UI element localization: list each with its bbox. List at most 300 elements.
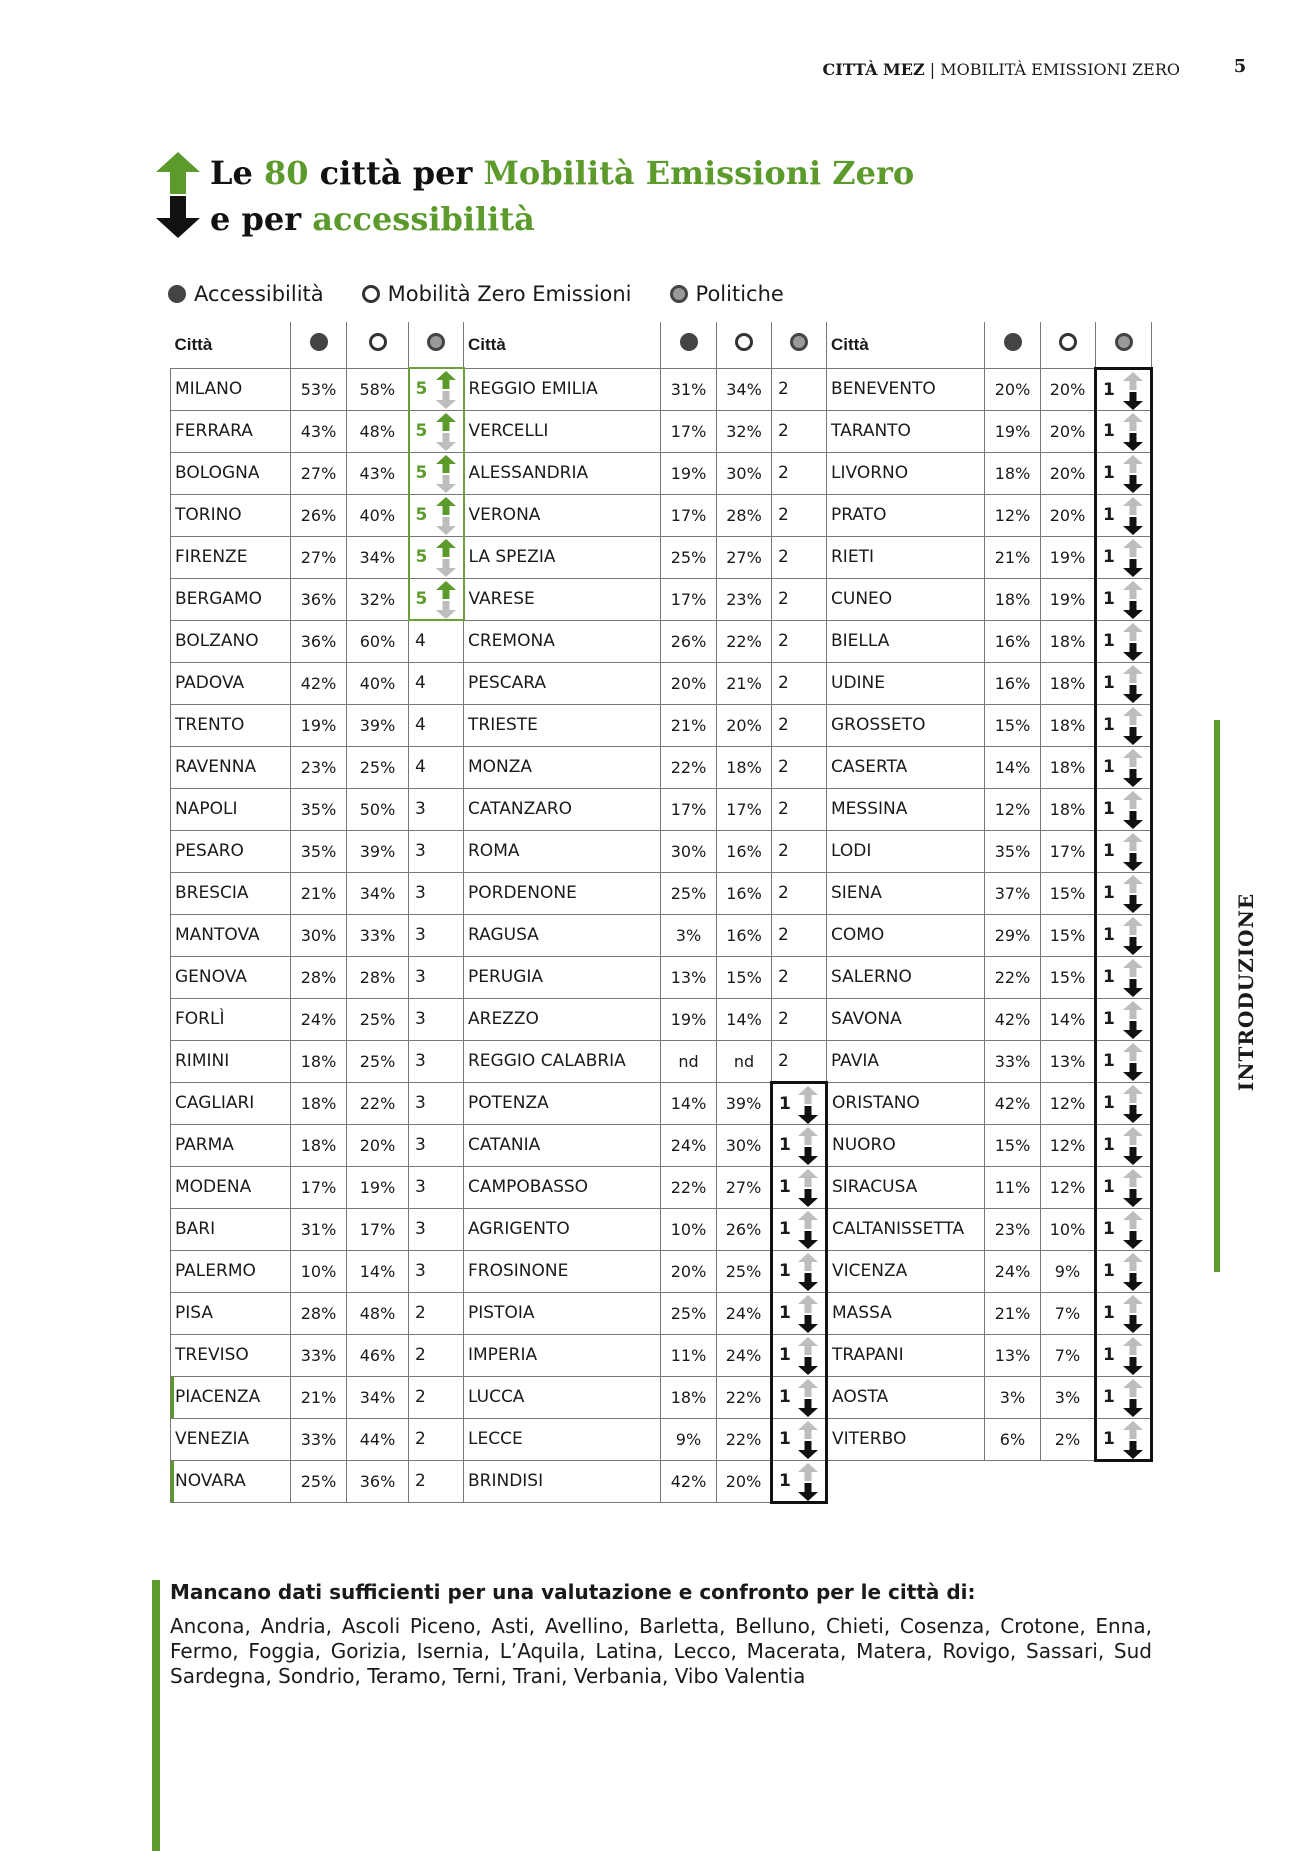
city-name: TRIESTE	[464, 704, 661, 746]
accessibility-value: 18%	[291, 1082, 347, 1124]
policies-score	[772, 536, 827, 578]
mobility-value: 18%	[1041, 704, 1096, 746]
mobility-value: 2%	[1041, 1418, 1096, 1460]
mobility-value: 24%	[717, 1292, 772, 1334]
mobility-value: 3%	[1041, 1376, 1096, 1418]
table-row	[171, 662, 1152, 704]
city-name: PIACENZA	[171, 1376, 291, 1418]
down-arrow-icon	[1122, 917, 1144, 955]
score-value: 3	[415, 1177, 426, 1197]
mobility-value: 15%	[1041, 914, 1096, 956]
city-name: BIELLA	[827, 620, 985, 662]
accessibility-value: 16%	[985, 662, 1041, 704]
mobility-value: 58%	[347, 368, 409, 410]
mobility-value: nd	[717, 1040, 772, 1082]
bottom-score-value: 1	[1103, 1177, 1115, 1197]
city-name: RIMINI	[171, 1040, 291, 1082]
city-name: PADOVA	[171, 662, 291, 704]
city-name: VITERBO	[827, 1418, 985, 1460]
header-section: CITTÀ MEZ	[822, 60, 925, 79]
table-row	[171, 1334, 1152, 1376]
policies-score	[1096, 536, 1152, 578]
page-title: Le 80 città per Mobilità Emissioni Zero e per accessibilità	[210, 154, 915, 238]
gray-dot-icon	[427, 333, 445, 351]
accessibility-value: 31%	[661, 368, 717, 410]
mobility-value: 43%	[347, 452, 409, 494]
city-name: NOVARA	[171, 1460, 291, 1502]
city-name: NAPOLI	[171, 788, 291, 830]
policies-score	[1096, 746, 1152, 788]
accessibility-value: 33%	[291, 1418, 347, 1460]
down-arrow-icon	[1122, 707, 1144, 745]
accessibility-value: 19%	[291, 704, 347, 746]
city-name: REGGIO EMILIA	[464, 368, 661, 410]
score-value: 3	[415, 1093, 426, 1113]
bottom-score-value: 1	[1103, 841, 1115, 861]
mobility-value: 17%	[1041, 830, 1096, 872]
table-row	[171, 1418, 1152, 1460]
mobility-value: 18%	[1041, 620, 1096, 662]
mobility-value: 25%	[347, 998, 409, 1040]
accessibility-value: 16%	[985, 620, 1041, 662]
policies-score	[772, 410, 827, 452]
bottom-score-value: 1	[1103, 1219, 1115, 1239]
mobility-value: 36%	[347, 1460, 409, 1502]
table-row	[171, 620, 1152, 662]
up-arrow-icon	[435, 413, 457, 451]
score-value: 2	[778, 1050, 789, 1071]
city-name: IMPERIA	[464, 1334, 661, 1376]
policies-header	[1096, 322, 1152, 368]
policies-score	[409, 1124, 464, 1166]
city-name: PALERMO	[171, 1250, 291, 1292]
mobility-header	[717, 322, 772, 368]
city-header: Città	[464, 322, 661, 368]
policies-score	[1096, 494, 1152, 536]
mobility-value: 19%	[1041, 536, 1096, 578]
top-score-value: 5	[415, 463, 428, 483]
city-name: BOLZANO	[171, 620, 291, 662]
city-name: GENOVA	[171, 956, 291, 998]
mobility-value: 12%	[1041, 1082, 1096, 1124]
policies-score	[772, 704, 827, 746]
up-down-arrows-icon	[156, 152, 200, 238]
policies-score	[1096, 662, 1152, 704]
city-name: ALESSANDRIA	[464, 452, 661, 494]
mobility-value: 15%	[717, 956, 772, 998]
city-name: UDINE	[827, 662, 985, 704]
policies-score	[1096, 872, 1152, 914]
section-bar	[1214, 720, 1220, 1272]
city-name: VERCELLI	[464, 410, 661, 452]
city-name: CUNEO	[827, 578, 985, 620]
city-name: TARANTO	[827, 410, 985, 452]
note-text: Ancona, Andria, Ascoli Piceno, Asti, Avellino, Barletta, Belluno, Chieti, Cosenza, Crotone, Enna, Fermo, Foggia, Gorizia, Isernia, L’Aquila, Latina, Lecco, Macerata, Matera, Rovigo, Sassari, Sud Sardegna, Sondrio, Teramo, Terni, Trani, Verbania, Vibo Valentia	[170, 1614, 1152, 1688]
up-arrow-icon	[435, 539, 457, 577]
mobility-value: 60%	[347, 620, 409, 662]
down-arrow-icon	[797, 1295, 819, 1333]
policies-score	[772, 452, 827, 494]
city-name: FROSINONE	[464, 1250, 661, 1292]
policies-score	[772, 368, 827, 410]
accessibility-value: 19%	[661, 998, 717, 1040]
top-score-value: 5	[415, 547, 428, 567]
mobility-value: 39%	[347, 830, 409, 872]
mobility-value: 40%	[347, 494, 409, 536]
mobility-value: 7%	[1041, 1292, 1096, 1334]
mobility-value: 14%	[1041, 998, 1096, 1040]
accessibility-value: 11%	[661, 1334, 717, 1376]
city-name: PAVIA	[827, 1040, 985, 1082]
policies-score	[772, 662, 827, 704]
table-body	[171, 368, 1152, 1502]
policies-score	[772, 1292, 827, 1334]
accessibility-value: 26%	[661, 620, 717, 662]
mobility-value: 27%	[717, 1166, 772, 1208]
policies-score	[772, 1082, 827, 1124]
policies-score	[409, 746, 464, 788]
empty-cell	[1096, 1460, 1152, 1502]
policies-score	[1096, 1082, 1152, 1124]
policies-score	[409, 704, 464, 746]
city-name: POTENZA	[464, 1082, 661, 1124]
bottom-score-value: 1	[779, 1219, 791, 1239]
score-value: 2	[415, 1429, 426, 1449]
down-arrow-icon	[1122, 1085, 1144, 1123]
bottom-score-value: 1	[1103, 757, 1115, 777]
city-name: VICENZA	[827, 1250, 985, 1292]
mobility-value: 40%	[347, 662, 409, 704]
down-arrow-icon	[1122, 1337, 1144, 1375]
accessibility-value: 28%	[291, 1292, 347, 1334]
mobility-value: 20%	[1041, 452, 1096, 494]
policies-score	[409, 578, 464, 620]
mobility-value: 20%	[1041, 494, 1096, 536]
score-value: 3	[415, 883, 426, 903]
mobility-value: 48%	[347, 410, 409, 452]
mobility-value: 10%	[1041, 1208, 1096, 1250]
accessibility-value: 11%	[985, 1166, 1041, 1208]
accessibility-value: 9%	[661, 1418, 717, 1460]
city-name: MANTOVA	[171, 914, 291, 956]
city-name: RAVENNA	[171, 746, 291, 788]
down-arrow-icon	[797, 1169, 819, 1207]
down-arrow-icon	[1122, 413, 1144, 451]
mobility-value: 48%	[347, 1292, 409, 1334]
down-arrow-icon	[797, 1127, 819, 1165]
accessibility-value: 20%	[661, 1250, 717, 1292]
page-number: 5	[1233, 56, 1247, 77]
bottom-score-value: 1	[779, 1261, 791, 1281]
city-name: TREVISO	[171, 1334, 291, 1376]
accessibility-value: 13%	[985, 1334, 1041, 1376]
score-value: 2	[778, 673, 789, 693]
city-name: TRENTO	[171, 704, 291, 746]
accessibility-value: 36%	[291, 620, 347, 662]
city-name: CATANIA	[464, 1124, 661, 1166]
accessibility-value: 37%	[985, 872, 1041, 914]
policies-score	[772, 494, 827, 536]
legend-item-accessibility: Accessibilità	[168, 282, 324, 306]
accessibility-value: 15%	[985, 704, 1041, 746]
accessibility-value: 12%	[985, 788, 1041, 830]
score-value: 2	[778, 757, 789, 777]
score-value: 2	[778, 967, 789, 987]
mobility-value: 16%	[717, 914, 772, 956]
accessibility-value: 17%	[661, 494, 717, 536]
down-arrow-icon	[1122, 1001, 1144, 1039]
accessibility-value: 24%	[291, 998, 347, 1040]
down-arrow-icon	[1122, 875, 1144, 913]
accessibility-value: 17%	[661, 410, 717, 452]
top-score-value: 5	[415, 379, 428, 400]
accessibility-value: 21%	[291, 1376, 347, 1418]
score-value: 3	[415, 841, 426, 861]
down-arrow-icon	[1122, 833, 1144, 871]
empty-cell	[827, 1460, 985, 1502]
down-arrow-icon	[1122, 1043, 1144, 1081]
score-value: 2	[415, 1303, 426, 1323]
policies-score	[772, 872, 827, 914]
bottom-score-value: 1	[1103, 1051, 1115, 1071]
accessibility-value: 20%	[985, 368, 1041, 410]
policies-score	[1096, 914, 1152, 956]
policies-score	[409, 536, 464, 578]
mobility-value: 30%	[717, 1124, 772, 1166]
policies-score	[772, 914, 827, 956]
accessibility-value: 42%	[985, 1082, 1041, 1124]
filled-dot-icon	[168, 285, 186, 303]
mobility-value: 23%	[717, 578, 772, 620]
accessibility-value: 17%	[291, 1166, 347, 1208]
city-name: PARMA	[171, 1124, 291, 1166]
accessibility-value: 12%	[985, 494, 1041, 536]
city-name: AGRIGENTO	[464, 1208, 661, 1250]
score-value: 2	[778, 715, 789, 735]
table-row	[171, 914, 1152, 956]
mobility-value: 15%	[1041, 872, 1096, 914]
table-row	[171, 998, 1152, 1040]
policies-score	[409, 956, 464, 998]
city-name: LA SPEZIA	[464, 536, 661, 578]
accessibility-value: 18%	[985, 452, 1041, 494]
accessibility-value: 22%	[661, 746, 717, 788]
accessibility-value: 21%	[661, 704, 717, 746]
city-name: RIETI	[827, 536, 985, 578]
accessibility-value: 6%	[985, 1418, 1041, 1460]
city-name: SIENA	[827, 872, 985, 914]
score-value: 3	[415, 799, 426, 819]
policies-score	[772, 1376, 827, 1418]
down-arrow-icon	[1122, 623, 1144, 661]
score-value: 3	[415, 925, 426, 945]
city-name: LECCE	[464, 1418, 661, 1460]
city-name: MASSA	[827, 1292, 985, 1334]
ring-dot-icon	[369, 333, 387, 351]
filled-dot-icon	[1004, 333, 1022, 351]
policies-score	[772, 1040, 827, 1082]
mobility-value: 9%	[1041, 1250, 1096, 1292]
bottom-score-value: 1	[1103, 421, 1115, 441]
policies-score	[409, 494, 464, 536]
accessibility-value: 18%	[985, 578, 1041, 620]
mobility-value: 17%	[717, 788, 772, 830]
accessibility-value: 31%	[291, 1208, 347, 1250]
policies-score	[772, 1460, 827, 1502]
down-arrow-icon	[1122, 1379, 1144, 1417]
bottom-score-value: 1	[779, 1387, 791, 1407]
score-value: 2	[778, 631, 789, 651]
policies-score	[772, 956, 827, 998]
mobility-value: 24%	[717, 1334, 772, 1376]
table-header-row	[171, 322, 1152, 368]
accessibility-value: 27%	[291, 452, 347, 494]
accessibility-header	[985, 322, 1041, 368]
bottom-score-value: 1	[1103, 1345, 1115, 1365]
accessibility-value: 19%	[985, 410, 1041, 452]
up-arrow-icon	[435, 497, 457, 535]
policies-score	[1096, 1208, 1152, 1250]
down-arrow-icon	[1122, 1253, 1144, 1291]
accessibility-value: 17%	[661, 578, 717, 620]
mobility-value: 34%	[347, 872, 409, 914]
accessibility-value: 42%	[291, 662, 347, 704]
mobility-value: 34%	[347, 1376, 409, 1418]
policies-score	[409, 620, 464, 662]
policies-score	[409, 410, 464, 452]
city-name: ROMA	[464, 830, 661, 872]
score-value: 2	[778, 547, 789, 567]
score-value: 2	[778, 841, 789, 861]
bottom-score-value: 1	[1103, 589, 1115, 609]
ring-dot-icon	[1059, 333, 1077, 351]
mobility-value: 18%	[1041, 746, 1096, 788]
note-bar	[152, 1580, 160, 1851]
city-name: SALERNO	[827, 956, 985, 998]
policies-score	[772, 1250, 827, 1292]
city-name: PERUGIA	[464, 956, 661, 998]
score-value: 2	[778, 799, 789, 819]
accessibility-value: 18%	[291, 1124, 347, 1166]
down-arrow-icon	[797, 1211, 819, 1249]
policies-score	[409, 662, 464, 704]
gray-dot-icon	[670, 285, 688, 303]
accessibility-value: 25%	[291, 1460, 347, 1502]
down-arrow-icon	[797, 1253, 819, 1291]
accessibility-value: 25%	[661, 872, 717, 914]
mobility-value: 25%	[347, 746, 409, 788]
accessibility-value: 23%	[985, 1208, 1041, 1250]
score-value: 3	[415, 1135, 426, 1155]
policies-score	[1096, 368, 1152, 410]
score-value: 2	[778, 463, 789, 483]
score-value: 4	[415, 631, 426, 652]
top-score-value: 5	[415, 421, 428, 441]
policies-score	[409, 1166, 464, 1208]
policies-score	[409, 1334, 464, 1376]
mobility-header	[347, 322, 409, 368]
policies-score	[1096, 704, 1152, 746]
accessibility-value: 26%	[291, 494, 347, 536]
section-label: INTRODUZIONE	[1234, 892, 1258, 1092]
bottom-score-value: 1	[1103, 547, 1115, 567]
table-row	[171, 1166, 1152, 1208]
policies-score	[772, 1166, 827, 1208]
table-row	[171, 746, 1152, 788]
city-ranking-table	[170, 322, 1153, 1504]
policies-score	[772, 998, 827, 1040]
accessibility-value: 35%	[985, 830, 1041, 872]
down-arrow-icon	[1122, 791, 1144, 829]
mobility-value: 28%	[347, 956, 409, 998]
city-name: BRESCIA	[171, 872, 291, 914]
gray-dot-icon	[1115, 333, 1133, 351]
mobility-value: 44%	[347, 1418, 409, 1460]
accessibility-value: 53%	[291, 368, 347, 410]
table-row	[171, 1376, 1152, 1418]
down-arrow-icon	[797, 1086, 819, 1124]
score-value: 3	[415, 1009, 426, 1029]
city-name: RAGUSA	[464, 914, 661, 956]
policies-score	[409, 788, 464, 830]
accessibility-header	[291, 322, 347, 368]
city-header: Città	[171, 322, 291, 368]
mobility-value: 50%	[347, 788, 409, 830]
city-name: CASERTA	[827, 746, 985, 788]
city-name: PRATO	[827, 494, 985, 536]
policies-score	[772, 746, 827, 788]
accessibility-value: 35%	[291, 788, 347, 830]
mobility-value: 7%	[1041, 1334, 1096, 1376]
bottom-score-value: 1	[1103, 1009, 1115, 1029]
policies-score	[772, 830, 827, 872]
accessibility-value: 13%	[661, 956, 717, 998]
mobility-value: 27%	[717, 536, 772, 578]
accessibility-value: 33%	[985, 1040, 1041, 1082]
policies-score	[409, 914, 464, 956]
mobility-value: 33%	[347, 914, 409, 956]
city-name: GROSSETO	[827, 704, 985, 746]
bottom-score-value: 1	[1103, 799, 1115, 819]
bottom-score-value: 1	[779, 1345, 791, 1365]
city-name: SIRACUSA	[827, 1166, 985, 1208]
mobility-value: 17%	[347, 1208, 409, 1250]
accessibility-value: 14%	[985, 746, 1041, 788]
policies-score	[772, 788, 827, 830]
accessibility-value: 28%	[291, 956, 347, 998]
accessibility-value: 21%	[985, 536, 1041, 578]
city-name: SAVONA	[827, 998, 985, 1040]
city-name: FERRARA	[171, 410, 291, 452]
policies-score	[1096, 1040, 1152, 1082]
mobility-value: 16%	[717, 830, 772, 872]
bottom-score-value: 1	[1103, 463, 1115, 483]
policies-score	[409, 1040, 464, 1082]
policies-score	[1096, 1334, 1152, 1376]
bottom-score-value: 1	[779, 1093, 791, 1114]
policies-score	[409, 368, 464, 410]
accessibility-value: 19%	[661, 452, 717, 494]
table-row	[171, 368, 1152, 410]
accessibility-value: 35%	[291, 830, 347, 872]
bottom-score-value: 1	[1103, 379, 1115, 400]
bottom-score-value: 1	[1103, 1135, 1115, 1155]
accessibility-value: 22%	[661, 1166, 717, 1208]
city-name: TORINO	[171, 494, 291, 536]
bottom-score-value: 1	[779, 1429, 791, 1449]
city-name: BERGAMO	[171, 578, 291, 620]
score-value: 4	[415, 757, 426, 777]
